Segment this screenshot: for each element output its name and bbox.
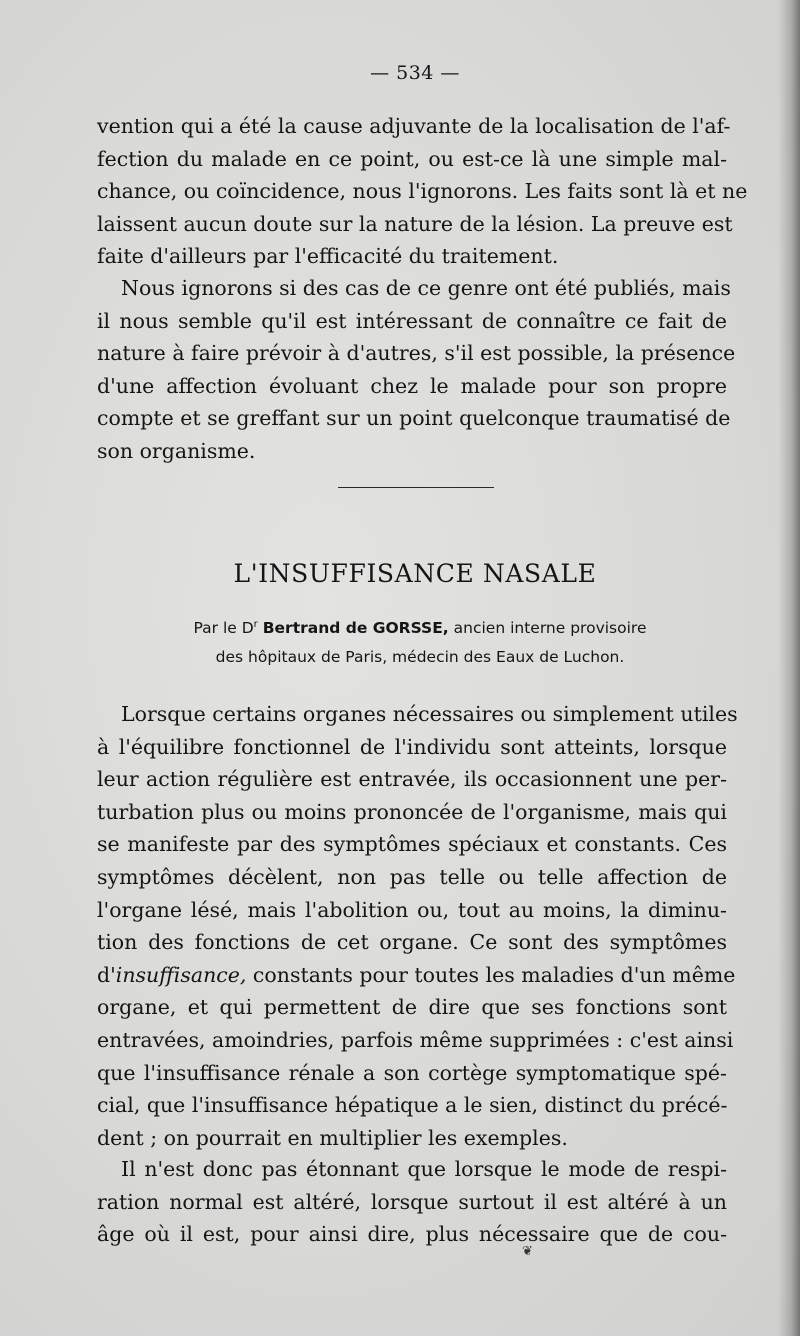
byline	[130, 619, 710, 637]
italic-term: insuffisance,	[115, 962, 247, 987]
paragraph-conclusion	[97, 272, 736, 468]
text-prefix: d'	[97, 962, 116, 987]
text-rest: constants pour toutes les maladies d'un même	[246, 962, 736, 987]
text-line: organe, et qui permettent de dire que ses fonctions sont	[97, 995, 727, 1020]
text-line: turbation plus ou moins prononcée de l'organisme, mais qui	[97, 799, 727, 824]
text-line: entravées, amoindries, parfois même supprimées : c'est ainsi	[97, 1027, 734, 1052]
ornament-icon: ❦	[522, 1244, 533, 1259]
byline-affiliation: des hôpitaux de Paris, médecin des Eaux de Luchon.	[215, 648, 625, 666]
text-line: vention qui a été la cause adjuvante de la localisation de l'af-	[97, 114, 731, 138]
article-title: L'INSUFFISANCE NASALE	[233, 559, 597, 588]
text-line: Lorsque certains organes nécessaires ou simplement utiles	[121, 702, 738, 726]
text-line: dent ; on pourrait en multiplier les exemples.	[97, 1125, 568, 1150]
text-line: il nous semble qu'il est intéressant de connaître ce fait de	[97, 308, 727, 333]
page-edge-shadow	[778, 0, 800, 1336]
page-number: — 534 —	[370, 62, 460, 84]
text-line: faite d'ailleurs par l'efficacité du traitement.	[97, 244, 559, 269]
text-line: cial, que l'insuffisance hépatique a le sien, distinct du précé-	[97, 1093, 728, 1118]
byline-sup: r	[253, 619, 258, 630]
text-line: laissent aucun doute sur la nature de la lésion. La preuve est	[97, 211, 733, 236]
paragraph-respiration	[97, 1153, 727, 1251]
text-line: nature à faire prévoir à d'autres, s'il est possible, la présence	[97, 341, 736, 366]
author-title: ancien interne provisoire	[453, 619, 647, 638]
text-line: que l'insuffisance rénale a son cortège symptomatique spé-	[97, 1060, 727, 1085]
author-name: Bertrand de GORSSE,	[262, 619, 449, 638]
text-line: âge où il est, pour ainsi dire, plus nécessaire que de cou-	[97, 1222, 727, 1247]
text-line: tion des fonctions de cet organe. Ce sont des symptômes	[97, 930, 727, 955]
byline-prefix: Par le D	[193, 619, 254, 638]
text-line: d'une affection évoluant chez le malade pour son propre	[97, 373, 727, 398]
text-line	[97, 959, 736, 992]
section-divider	[338, 487, 494, 488]
text-line: se manifeste par des symptômes spéciaux et constants. Ces	[97, 832, 727, 857]
text-line: l'organe lésé, mais l'abolition ou, tout au moins, la diminu-	[97, 897, 727, 922]
paragraph-continued	[97, 110, 748, 273]
text-line: à l'équilibre fonctionnel de l'individu sont atteints, lorsque	[97, 734, 727, 759]
text-line: chance, ou coïncidence, nous l'ignorons. Les faits sont là et ne	[97, 179, 748, 204]
text-line: symptômes décèlent, non pas telle ou telle affection de	[97, 864, 727, 889]
text-line: compte et se greffant sur un point quelconque traumatisé de	[97, 406, 731, 431]
text-line: son organisme.	[97, 438, 256, 463]
text-line: Il n'est donc pas étonnant que lorsque le mode de respi-	[121, 1157, 727, 1181]
text-line: fection du malade en ce point, ou est-ce là une simple mal-	[97, 146, 727, 171]
text-line: leur action régulière est entravée, ils occasionnent une per-	[97, 767, 727, 792]
text-line: ration normal est altéré, lorsque surtout il est altéré à un	[97, 1189, 727, 1214]
paragraph-intro	[97, 698, 738, 1154]
text-line: Nous ignorons si des cas de ce genre ont été publiés, mais	[121, 276, 731, 300]
